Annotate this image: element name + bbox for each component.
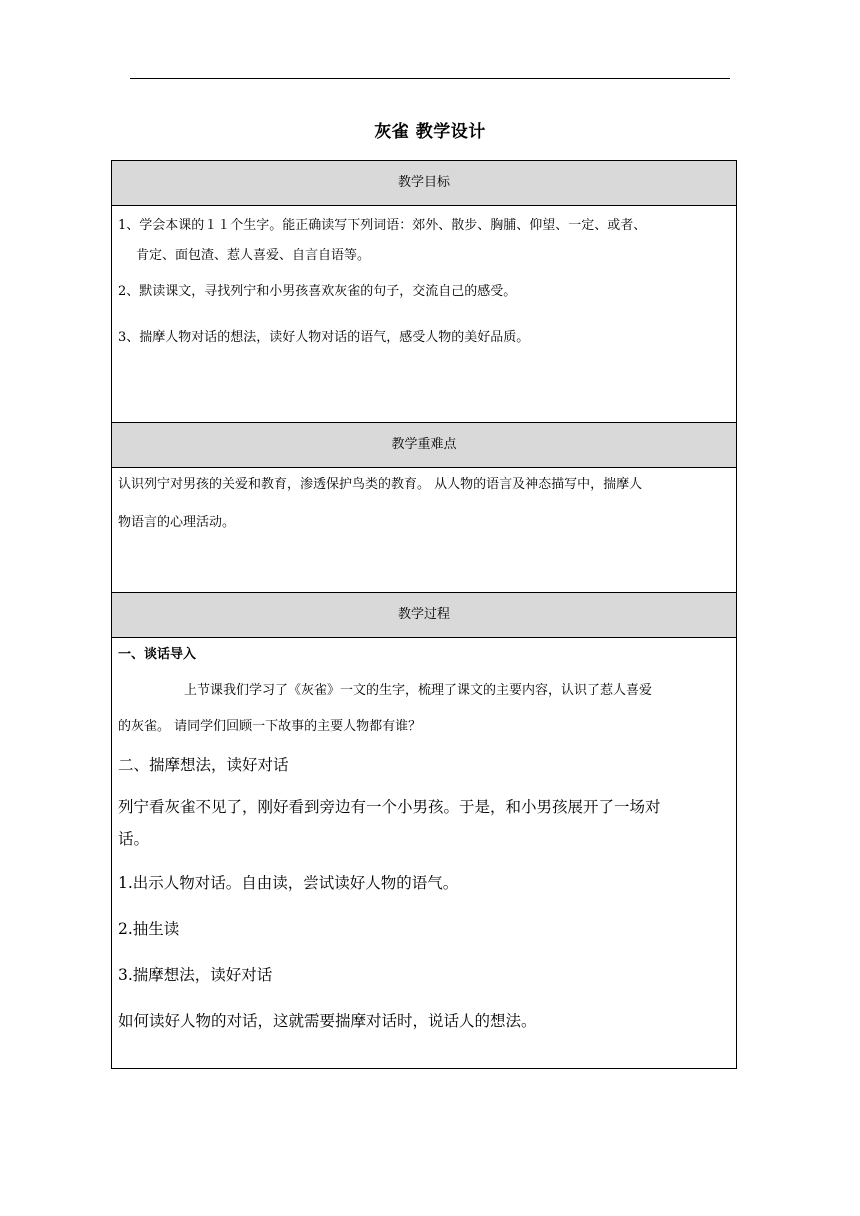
process-heading-cell [112,593,737,638]
step-3: 3.揣摩想法，读好对话 [118,966,273,984]
part1-title: 一、谈话导入 [118,647,197,662]
key-points-heading-cell [112,423,737,468]
process-heading: 教学过程 [397,607,450,622]
part2-title: 二、揣摩想法，读好对话 [118,756,289,774]
conclusion: 如何读好人物的对话，这就需要揣摩对话时，说话人的想法。 [118,1012,537,1030]
step-2: 2.抽生读 [118,920,180,938]
part2-intro-line1: 列宁看灰雀不见了，刚好看到旁边有一个小男孩。于是，和小男孩展开了一场对 [118,798,661,816]
goals-heading: 教学目标 [397,175,450,190]
lesson-plan-table [111,160,737,1069]
key-points-line-2: 物语言的心理活动。 [118,515,236,530]
goal-item-1-line1: 1、学会本课的１１个生字。能正确读写下列词语：郊外、散步、胸脯、仰望、一定、或者、 [118,218,647,233]
step-1: 1.出示人物对话。自由读，尝试读好人物的语气。 [118,874,459,892]
key-points-heading: 教学重难点 [391,437,457,452]
process-body-cell [112,638,737,1069]
key-points-line-1: 认识列宁对男孩的关爱和教育，渗透保护鸟类的教育。 从人物的语言及神态描写中，揣摩人 [118,477,643,492]
part1-paragraph-line1: 上节课我们学习了《灰雀》一文的生字，梳理了课文的主要内容，认识了惹人喜爱 [184,683,653,698]
goal-item-3: 3、揣摩人物对话的想法，读好人物对话的语气，感受人物的美好品质。 [118,330,530,345]
document-title: 灰雀 教学设计 [374,122,486,142]
goal-item-2: 2、默读课文，寻找列宁和小男孩喜欢灰雀的句子，交流自己的感受。 [118,284,517,299]
key-points-body-cell [112,468,737,593]
part2-intro-line2: 话。 [118,830,150,848]
part1-paragraph-line2: 的灰雀。 请同学们回顾一下故事的主要人物都有谁？ [118,719,422,734]
goal-item-1 [118,215,730,267]
goals-heading-cell [112,161,737,206]
header-rule [130,78,730,79]
goal-item-1-line2: 肯定、面包渣、惹人喜爱、自言自语等。 [136,248,371,263]
goals-body-cell [112,206,737,423]
